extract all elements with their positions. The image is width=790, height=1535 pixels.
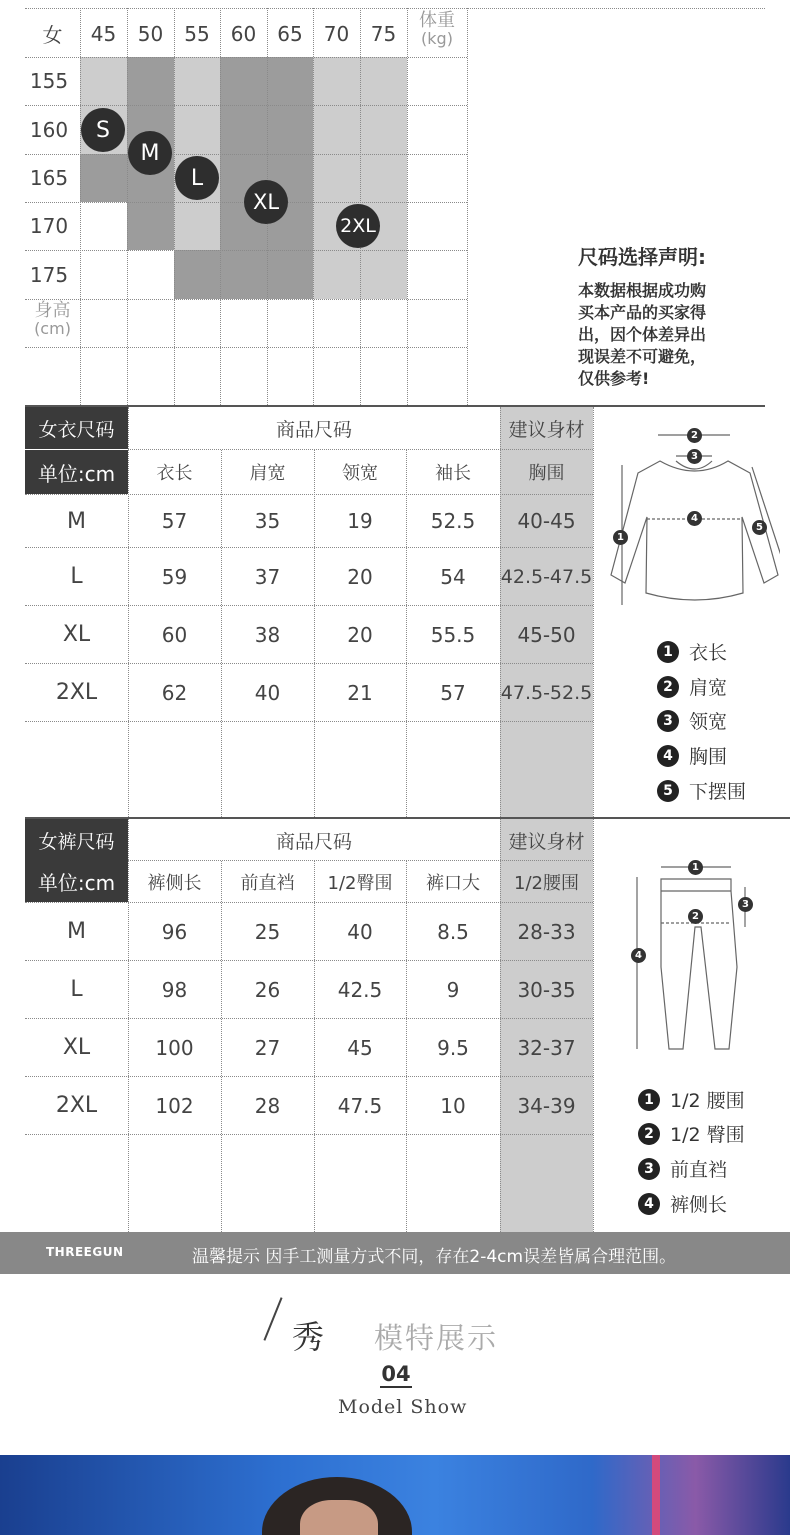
top-col-header: 肩宽: [249, 463, 286, 484]
table-cell: 8.5: [437, 919, 469, 944]
size-badge-xl: XL: [244, 180, 288, 224]
diagram-marker-5: 5: [752, 520, 767, 535]
statement-line: 仅供参考!: [578, 369, 650, 388]
top-col-header: 胸围: [528, 463, 565, 484]
pants-col-header: 裤口大: [426, 872, 480, 894]
model-face: [300, 1500, 378, 1535]
table-cell: 45: [347, 1035, 373, 1060]
pants-col-header: 1/2腰围: [514, 872, 579, 894]
weight-tick: 75: [370, 21, 397, 46]
weight-tick: 45: [90, 21, 117, 46]
weight-axis-label: [407, 12, 467, 56]
legend-item: [638, 1120, 745, 1147]
table-cell: 57: [440, 680, 466, 705]
table-cell: 9: [446, 977, 460, 1002]
legend-number: 5: [657, 780, 679, 802]
diagram-marker-2: 2: [687, 428, 702, 443]
pants-suggest-header: 建议身材: [508, 830, 585, 853]
table-cell: 40: [347, 919, 373, 944]
table-cell: 52.5: [430, 509, 476, 533]
top-table-title: 女衣尺码: [25, 407, 128, 449]
table-cell: 25: [254, 919, 281, 944]
legend-number: 1: [657, 641, 679, 663]
brand-logo: THREEGUN: [46, 1245, 124, 1259]
legend-item: [638, 1190, 727, 1217]
pants-table-unit: 单位:cm: [25, 861, 128, 902]
legend-label: 1/2 腰围: [670, 1090, 745, 1112]
legend-number: 3: [638, 1158, 660, 1180]
size-badge-m: M: [128, 131, 172, 175]
legend-item: [657, 777, 746, 804]
table-cell: 9.5: [437, 1035, 469, 1060]
table-cell: 60: [161, 622, 188, 647]
legend-number: 2: [657, 676, 679, 698]
table-cell: 45-50: [517, 622, 576, 647]
row-size: L: [70, 564, 83, 589]
heading-title: 模特展示: [374, 1321, 499, 1355]
section-number: 04: [381, 1362, 411, 1386]
weight-tick: 65: [277, 21, 303, 46]
legend-label: 肩宽: [689, 677, 728, 699]
row-size: 2XL: [55, 1093, 98, 1118]
size-weight-height-chart: [0, 0, 790, 405]
table-cell: 40: [254, 680, 281, 705]
statement-line: 出，因个体差异出: [578, 325, 707, 344]
legend-number: 2: [638, 1123, 660, 1145]
row-size: 2XL: [55, 680, 98, 705]
legend-label: 裤侧长: [670, 1194, 728, 1216]
top-size-table: [0, 405, 790, 817]
height-tick: 160: [29, 117, 69, 142]
table-cell: 26: [254, 977, 281, 1002]
pants-col-header: 裤侧长: [147, 872, 202, 894]
table-cell: 42.5-47.5: [500, 565, 593, 588]
weight-tick: 70: [323, 21, 350, 46]
pants-col-header: 前直裆: [240, 872, 295, 894]
table-cell: 57: [161, 509, 188, 533]
legend-label: 1/2 臀围: [670, 1124, 745, 1146]
row-size: M: [67, 919, 86, 944]
table-cell: 19: [347, 509, 373, 533]
table-cell: 21: [347, 680, 373, 705]
diagram-marker-3: 3: [738, 897, 753, 912]
top-table-unit: 单位:cm: [25, 450, 128, 494]
row-size: XL: [62, 622, 91, 647]
legend-label: 领宽: [689, 711, 728, 733]
legend-item: [638, 1086, 745, 1113]
row-size: L: [70, 977, 83, 1002]
model-photo: [0, 1455, 790, 1535]
pants-size-table: [0, 817, 790, 1232]
pants-table-title: 女裤尺码: [25, 819, 128, 861]
diagram-marker-4: 4: [687, 511, 702, 526]
height-unit: (cm): [34, 319, 71, 338]
row-size: M: [67, 508, 86, 534]
section-heading: [0, 1274, 790, 1454]
legend-number: 1: [638, 1089, 660, 1111]
table-cell: 35: [254, 509, 281, 533]
top-col-header: 袖长: [435, 463, 471, 484]
height-axis-label: [25, 302, 80, 346]
legend-item: [657, 638, 727, 665]
table-cell: 28: [254, 1093, 281, 1118]
table-cell: 28-33: [517, 919, 576, 944]
table-cell: 102: [155, 1093, 194, 1118]
table-cell: 47.5-52.5: [500, 681, 593, 704]
size-statement-body: [578, 280, 706, 390]
pants-diagram: [625, 857, 765, 1057]
height-tick: 155: [29, 69, 69, 93]
legend-number: 4: [657, 745, 679, 767]
table-cell: 38: [254, 622, 281, 647]
table-cell: 20: [347, 622, 373, 647]
legend-label: 胸围: [689, 746, 728, 768]
size-badge-2xl: 2XL: [336, 204, 380, 248]
weight-unit: (kg): [421, 29, 453, 48]
pants-group-header: 商品尺码: [275, 830, 352, 853]
table-cell: 20: [347, 564, 373, 589]
table-cell: 100: [155, 1035, 194, 1060]
legend-item: [657, 707, 727, 734]
table-cell: 47.5: [337, 1093, 383, 1118]
weight-label: 体重: [419, 10, 455, 31]
heading-char: 秀: [292, 1318, 325, 1356]
legend-label: 前直裆: [670, 1159, 728, 1181]
size-statement-title: 尺码选择声明:: [578, 245, 706, 269]
table-cell: 55.5: [430, 622, 476, 647]
diagram-marker-2: 2: [688, 909, 703, 924]
row-size: XL: [62, 1035, 91, 1060]
height-tick: 165: [29, 166, 69, 190]
weight-tick: 55: [184, 21, 210, 46]
table-cell: 42.5: [337, 977, 383, 1002]
table-cell: 27: [254, 1035, 281, 1060]
table-cell: 54: [440, 564, 466, 589]
legend-item: [638, 1155, 727, 1182]
top-group-header: 商品尺码: [275, 418, 352, 441]
chart-shade: [174, 250, 220, 299]
table-cell: 37: [254, 564, 281, 589]
top-col-header: 领宽: [342, 463, 378, 484]
legend-label: 衣长: [689, 642, 728, 664]
diagram-marker-3: 3: [687, 449, 702, 464]
table-cell: 96: [161, 919, 188, 944]
table-cell: 30-35: [517, 977, 576, 1002]
notice-text: 温馨提示 因手工测量方式不同，存在2-4cm误差皆属合理范围。: [192, 1247, 677, 1267]
table-cell: 10: [440, 1093, 466, 1118]
legend-label: 下摆围: [689, 781, 747, 803]
statement-line: 本数据根据成功购: [578, 281, 707, 300]
weight-tick: 60: [230, 21, 257, 46]
legend-item: [657, 742, 727, 769]
height-label: 身高: [34, 300, 71, 321]
size-badge-s: S: [81, 108, 125, 152]
height-tick: 175: [29, 262, 69, 287]
legend-number: 3: [657, 710, 679, 732]
pants-col-header: 1/2臀围: [327, 872, 393, 894]
diagram-marker-4: 4: [631, 948, 646, 963]
weight-tick: 50: [137, 21, 164, 46]
top-col-header: 衣长: [156, 463, 193, 484]
statement-line: 买本产品的买家得: [578, 303, 707, 322]
size-badge-l: L: [175, 156, 219, 200]
diagram-marker-1: 1: [613, 530, 628, 545]
table-cell: 40-45: [517, 509, 576, 533]
gender-label: 女: [42, 23, 63, 47]
table-cell: 59: [161, 564, 188, 589]
top-suggest-header: 建议身材: [508, 418, 585, 441]
table-cell: 32-37: [517, 1035, 576, 1060]
statement-line: 现误差不可避免，: [578, 347, 707, 366]
height-tick: 170: [29, 214, 69, 238]
heading-slash: [263, 1297, 282, 1340]
legend-item: [657, 673, 727, 700]
notice-banner: [0, 1232, 790, 1274]
section-subtitle: Model Show: [338, 1396, 468, 1418]
legend-number: 4: [638, 1193, 660, 1215]
diagram-marker-1: 1: [688, 860, 703, 875]
chart-shade: [80, 154, 127, 202]
table-cell: 62: [161, 680, 188, 705]
table-cell: 34-39: [517, 1093, 576, 1118]
backdrop-panel: [652, 1455, 660, 1535]
table-cell: 98: [161, 977, 188, 1002]
